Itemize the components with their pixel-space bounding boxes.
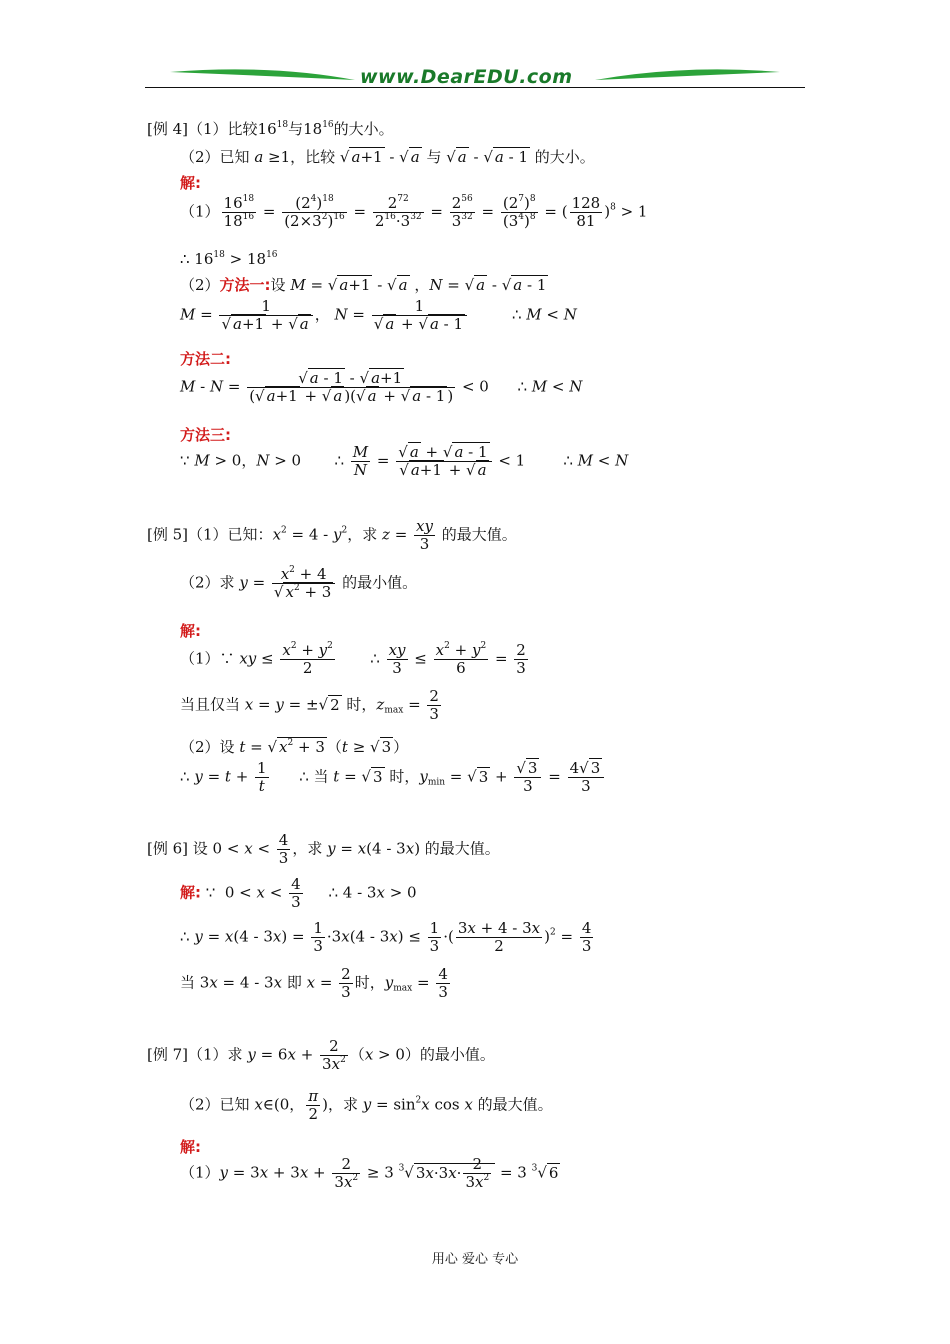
ex5-solution-3: （2）设 t = √ $x^2 + 3$ （t ≥ √ 3 ）	[180, 738, 409, 756]
ex4-question-1: [例 4]（1）比较$16^{18}$与$18^{16}$的大小。	[147, 120, 394, 138]
ex4-method-3-line: ∵ M > 0，N > 0 ∴ $\frac{M}{N}$ = $\frac{√ a + √ a - 1}{√ a+1 + √ a}$ < 1 ∴ M < N	[180, 443, 629, 479]
ex6-question: [例 6] 设 0 < x < $\frac{4}{3}$ ，求 y = x(4 - 3x) 的最大值。	[147, 831, 500, 867]
ex4-method-2-label: 方法二:	[180, 350, 231, 368]
ex4-method-1-result: M = $\frac{1}{√ a+1 + √ a}$ ， N = $\frac{1}{√ a + √ a - 1}$ ∴ M < N	[180, 297, 577, 333]
ex4-conclusion-1: ∴ $16^{18} > 18^{16}$	[180, 250, 278, 268]
ex5-solution-2: 当且仅当 x = y = ±√ 2 时，$z_{max}$ = $\frac{2}{3}$	[180, 687, 439, 723]
header-rule	[145, 87, 805, 88]
page-header	[140, 60, 810, 100]
ex6-solution-1: 解: ∵ 0 < x < $\frac{4}{3}$ ∴ 4 - 3x > 0	[180, 875, 417, 911]
ex6-solution-3: 当 3x = 4 - 3x 即 x = $\frac{2}{3}$ 时，$y_{max}$ = $\frac{4}{3}$	[180, 965, 448, 1001]
ex5-question-2: （2）求 y = $\frac{x^2 + 4}{√ x^2 + 3}$ 的最小值。	[180, 565, 418, 601]
ex4-method-1-line: （2）方法一:设 M = √ a+1 - √ a ，N = √ a - √ a - 1	[180, 276, 547, 294]
ex5-solution-label: 解:	[180, 622, 201, 640]
ex4-method-2-line: M - N = $\frac{√ a - 1 - √ a+1}{(√ a+1 + √ a )(√ a + √ a - 1 )}$ < 0 ∴ M < N	[180, 369, 583, 405]
ex6-solution-2: ∴ y = x(4 - 3x) = $\frac{1}{3}$ ·3x(4 - 3x) ≤ $\frac{1}{3}$ ·( $\frac{3x + 4 - 3x}{2}$ )$^2$ = $\frac{4}{3}$	[180, 919, 592, 955]
ex4-method-1-label: 方法一:	[219, 276, 271, 294]
ex7-question-2: （2）已知 x∈(0， $\frac{\pi}{2}$ )，求 $y = \sin^2x$ cos x 的最大值。	[180, 1087, 553, 1123]
ex5-solution-4: ∴ y = t + $\frac{1}{t}$ ∴ 当 t = √ 3 时，$y_{min}$ = √ 3 + $\frac{√ 3}{3}$ = $\frac{4√ 3}{3}$	[180, 760, 606, 795]
ex4-solution-label: 解:	[180, 174, 201, 192]
ex5-question-1: [例 5]（1）已知：$x^2 = 4 - y^2$，求 z = $\frac{xy}{3}$ 的最大值。	[147, 517, 517, 553]
ex7-solution-1: （1）y = 3x + 3x + $\frac{2}{3x^2}$ ≥ 3 $^3$√ 3x·3x· $\frac{2}{3x^2}$ = 3 $^3$√ 6	[180, 1155, 559, 1191]
ex5-solution-1: （1）∵ xy ≤ $\frac{x^2 + y^2}{2}$ ∴ $\frac{xy}{3}$ ≤ $\frac{x^2 + y^2}{6}$ = $\frac{2}{3}$	[180, 641, 526, 677]
ex4-question-2: （2）已知 a ≥1，比较 √ a+1 - √ a 与 √ a - √ a - 1 的大小。	[180, 148, 595, 166]
ex4-solution-1: （1） $\frac{16^{18}}{18^{16}}$ = $\frac{(2^4)^{18}}{(2\times 3^2)^{16}}$ = $\frac{2^{72}}{2^{16}\cdot 3^{32}}$ = $\frac{2^{56}}{3^{32}}$ = $\frac{(2^7)^8}{(3^4)^8}$ = ( $\frac{128}{81}$ )$^8$ > 1	[180, 194, 648, 230]
site-logo: www.DearEDU.com	[360, 66, 573, 88]
ex7-question-1: [例 7]（1）求 y = 6x + $\frac{2}{3x^2}$ （x > 0）的最小值。	[147, 1037, 495, 1073]
ex7-solution-label: 解:	[180, 1138, 201, 1156]
ex6-solution-label: 解:	[180, 883, 201, 902]
ex4-method-3-label: 方法三:	[180, 426, 231, 444]
page-footer: 用心 爱心 专心	[431, 1252, 519, 1267]
